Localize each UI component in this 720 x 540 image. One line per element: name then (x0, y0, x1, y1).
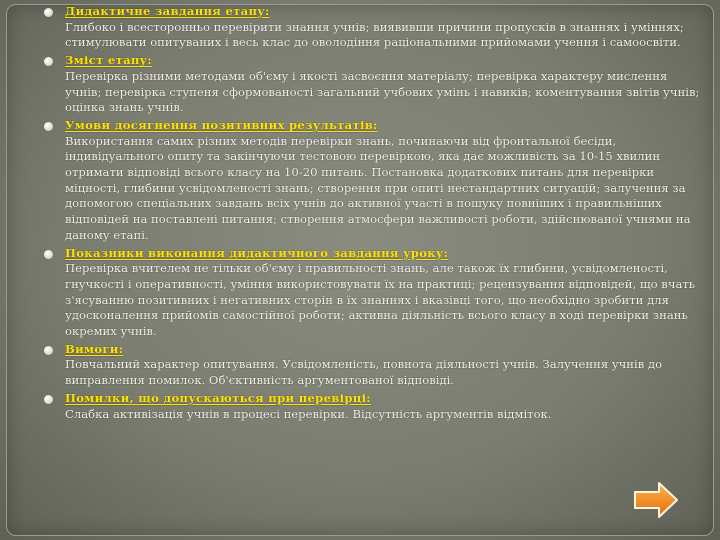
section-text: Глибоко і всесторонньо перевірити знання учнів; виявивши причини пропусків в знаннях і уміннях; стимулювати опитуваних і весь клас до оволодіння раціональними прийомами учення і самоосвіти. (65, 19, 684, 50)
list-item (14, 4, 702, 51)
list-item (14, 53, 702, 116)
section-text: Перевірка вчителем не тільки об'єму і правильності знань, але також їх глибини, усвідомленості, гнучкості і оперативності, уміння використовувати їх на практиці; рецензування відповідей, що вчать з'ясуванню позитивних і негативних сторін в їх знаннях і вказівці того, що необхідно зробити для удосконалення прийомів самостійної роботи; активна діяльність всього класу в ході перевірки знань окремих учнів. (65, 261, 696, 339)
bullet-icon (44, 395, 53, 404)
section-heading: Дидактичне завдання етапу: (65, 4, 270, 18)
section-text: Слабка активізація учнів в процесі перевірки. Відсутність аргументів відміток. (65, 406, 552, 421)
bullet-icon (44, 57, 53, 66)
section-heading: Зміст етапу: (65, 53, 152, 68)
bullet-icon (44, 8, 53, 17)
section-text: Повчальний характер опитування. Усвідомленість, повнота діяльності учнів. Залучення учнів до виправлення помилок. Об'єктивність аргументованої відповіді. (65, 357, 663, 388)
section-heading: Умови досягнення позитивних результатів: (65, 117, 378, 132)
list-item (14, 118, 702, 244)
section-heading: Показники виконання дидактичного завдання уроку: (65, 245, 449, 260)
bullet-icon (44, 122, 53, 131)
bullet-icon (44, 346, 53, 355)
list-item (14, 391, 702, 422)
next-slide-button[interactable] (632, 480, 680, 520)
slide-content (14, 4, 702, 424)
bullet-icon (44, 250, 53, 259)
section-heading: Вимоги: (65, 341, 124, 356)
right-arrow-icon (632, 480, 680, 520)
section-text: Використання самих різних методів перевірки знань, починаючи від фронтальної бесіди, індивідуального опиту та закінчуючи тестовою перевіркою, яка дає можливість за 10-15 хвилин отримати відповіді всього класу на 10-20 питань. Постановка додаткових питань для перевірки міцності, глибини усвідомленості знань; створення при опиті нестандартних ситуацій; залучення за допомогою спеціальних завдань всіх учнів до активної участі в пошуку повніших і правильніших відповідей на поставлені питання; створення атмосфери важливості роботи, здійснюваної учнями на даному етапі. (65, 133, 691, 242)
section-text: Перевірка різними методами об'єму і якості засвоєння матеріалу; перевірка характеру мислення учнів; перевірка ступеня сформованості загальний учбових умінь і навиків; коментування звітів учнів; оцінка знань учнів. (65, 68, 700, 115)
list-item (14, 246, 702, 340)
section-heading: Помилки, що допускаються при перевірці: (65, 390, 371, 405)
list-item (14, 342, 702, 389)
